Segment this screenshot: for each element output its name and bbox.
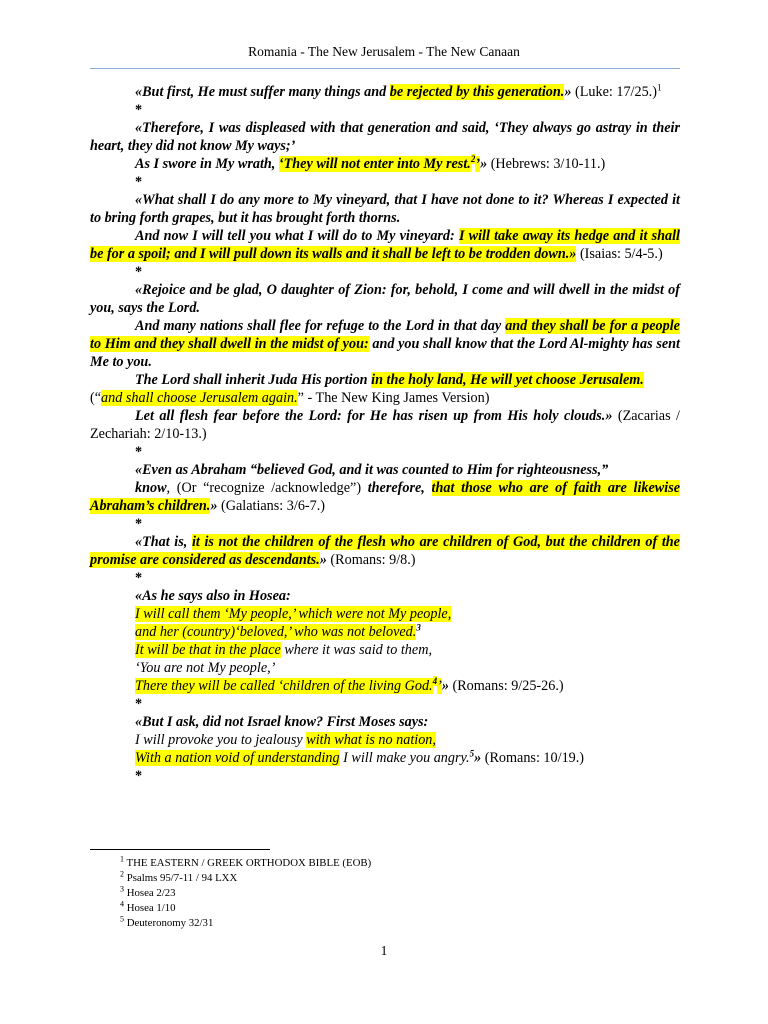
footnotes <box>120 856 371 931</box>
separator: * <box>135 570 143 586</box>
verse-hebrews-2: As I swore in My wrath, ‘They will not enter into My rest.$^2$’» (Hebrews: 3/10-11.) <box>135 154 606 172</box>
separator: * <box>135 768 143 784</box>
verse-zechariah-3: The Lord shall inherit Juda His portion in the holy land, He will yet choose Jerusalem. <box>135 372 644 388</box>
separator: * <box>135 102 143 118</box>
verse-isaias-1: «What shall I do any more to My vineyard, that I have not done to it? Whereas I expected it to bring forth grapes, but it has brought forth thorns. <box>90 192 680 226</box>
footnote-3: $^3$ Hosea 2/23 <box>120 884 176 899</box>
footnote-ref-4[interactable]: 4 <box>432 676 438 687</box>
verse-romans-10-intro: «But I ask, did not Israel know? First Moses says: <box>135 714 429 730</box>
separator: * <box>135 174 143 190</box>
verse-luke: «But first, He must suffer many things and be rejected by this generation.» (Luke: 17/25.)$^1$ <box>135 82 662 100</box>
footnote-rule <box>90 849 270 850</box>
footnote-ref-3[interactable]: 3 <box>416 622 421 633</box>
verse-zechariah-4: Let all flesh fear before the Lord: for He has risen up from His holy clouds.» (Zacarias / Zechariah: 2/10-13.) <box>90 408 680 442</box>
separator: * <box>135 264 143 280</box>
verse-line: and her (country)‘beloved,’ who was not beloved.$^3$ <box>135 622 421 640</box>
footnote-ref-1[interactable]: 1 <box>656 82 662 93</box>
verse-galatians-2: know, (Or “recognize /acknowledge”) therefore, that those who are of faith are likewise Abraham’s children.» (Galatians: 3/6-7.) <box>90 480 681 514</box>
separator: * <box>135 696 143 712</box>
footnote-1: $^1$ THE EASTERN / GREEK ORTHODOX BIBLE (EOB) <box>120 854 372 869</box>
verse-hebrews-1: «Therefore, I was displeased with that generation and said, ‘They always go astray in their heart, they did not know My ways;’ <box>90 120 680 154</box>
verse-romans-intro: «As he says also in Hosea: <box>135 588 291 604</box>
verse-line: I will call them ‘My people,’ which were not My people, <box>135 606 452 622</box>
verse-galatians-1: «Even as Abraham “believed God, and it was counted to Him for righteousness,” <box>135 462 609 478</box>
footnote-ref-2[interactable]: 2 <box>470 154 476 165</box>
verse-line: With a nation void of understanding I will make you angry.$^5$» (Romans: 10/19.) <box>135 748 585 766</box>
separator: * <box>135 516 143 532</box>
footnote-ref-5[interactable]: 5 <box>469 748 475 759</box>
page-number: 1 <box>380 943 388 958</box>
verse-zechariah-2: And many nations shall flee for refuge to the Lord in that day and they shall be for a people to Him and they shall dwell in the midst of you: and you shall know that the Lord Al-mighty has sent Me to you. <box>90 318 680 370</box>
document-body <box>90 83 680 785</box>
separator: * <box>135 444 143 460</box>
footnote-5: $^5$ Deuteronomy 32/31 <box>120 914 214 929</box>
verse-line: I will provoke you to jealousy with what is no nation, <box>135 732 436 748</box>
footnote-2: $^2$ Psalms 95/7-11 / 94 LXX <box>120 869 238 884</box>
page-header: Romania - The New Jerusalem - The New Canaan <box>248 44 520 59</box>
header-rule <box>90 68 680 69</box>
nkjv-note: (“and shall choose Jerusalem again.” - The New King James Version) <box>90 390 490 406</box>
footnote-4: $^4$ Hosea 1/10 <box>120 899 176 914</box>
verse-line: ‘You are not My people,’ <box>135 660 276 676</box>
verse-line: It will be that in the place where it was said to them, <box>135 642 432 658</box>
verse-zechariah-1: «Rejoice and be glad, O daughter of Zion: for, behold, I come and will dwell in the midst of you, says the Lord. <box>90 282 680 316</box>
verse-isaias-2: And now I will tell you what I will do to My vineyard: I will take away its hedge and it shall be for a spoil; and I will pull down its walls and it shall be left to be trodden down.» (Isaias: 5/4-5.) <box>90 228 680 262</box>
verse-romans-9-8: «That is, it is not the children of the flesh who are children of God, but the children of the promise are considered as descendants.» (Romans: 9/8.) <box>90 534 680 568</box>
verse-line: There they will be called ‘children of the living God.$^4$’» (Romans: 9/25-26.) <box>135 676 564 694</box>
